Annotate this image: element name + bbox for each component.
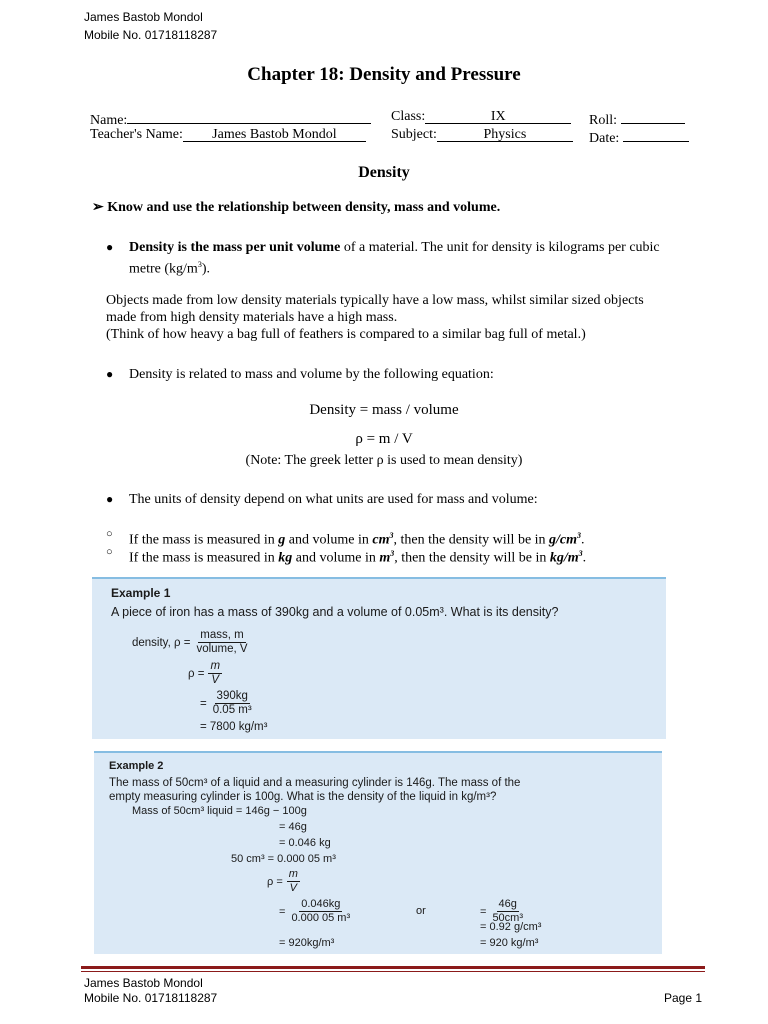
example-2-right-result: = 920 kg/m³ <box>480 937 539 949</box>
sub1-d-sup: 3 <box>389 531 394 540</box>
circle-bullet-icon: ○ <box>106 528 113 540</box>
density-label: density, ρ = <box>132 636 191 649</box>
example-2-left-fraction <box>279 898 352 925</box>
name-label: Name: <box>90 113 128 128</box>
footer-rule-thick <box>81 966 705 969</box>
objective <box>92 199 500 216</box>
left-den: 0.000 05 m³ <box>291 912 351 924</box>
sub2-d-sup: 3 <box>390 549 395 558</box>
sub1-a: If the mass is measured in <box>129 532 279 548</box>
sub1-c: and volume in <box>285 532 373 548</box>
units-line-2 <box>129 545 586 567</box>
example-2-question <box>109 776 520 804</box>
date-field[interactable] <box>623 126 689 142</box>
frac3-den: 0.05 m³ <box>212 704 252 716</box>
sub1-f: g/cm <box>549 532 578 548</box>
eq-sign: = <box>200 697 207 710</box>
sub1-f-sup: 3 <box>577 531 582 540</box>
sub2-a: If the mass is measured in <box>129 550 279 566</box>
rho-note: (Note: The greek letter ρ is used to mean density) <box>245 453 523 468</box>
footer-name: James Bastob Mondol <box>84 976 203 990</box>
example-1-substitution <box>200 690 254 717</box>
frac-v: V <box>289 882 297 894</box>
example-2-line-1: Mass of 50cm³ liquid = 146g − 100g <box>132 805 307 817</box>
sub1-b: g <box>278 532 286 548</box>
example-1-result: = 7800 kg/m³ <box>200 721 268 733</box>
equation-words: Density = mass / volume <box>309 402 459 418</box>
example-2-question-2: empty measuring cylinder is 100g. What is the density of the liquid in kg/m³? <box>109 791 497 803</box>
section-heading: Density <box>358 164 410 181</box>
name-field[interactable] <box>127 108 371 124</box>
example-2-line-4: 50 cm³ = 0.000 05 m³ <box>231 853 336 865</box>
example-1-question: A piece of iron has a mass of 390kg and a volume of 0.05m³. What is its density? <box>111 605 559 619</box>
definition-line2: metre (kg/m <box>129 261 198 277</box>
rho-eq: ρ = <box>188 667 205 680</box>
example-2-right-line2: = 0.92 g/cm³ <box>480 921 542 933</box>
teacher-field[interactable]: James Bastob Mondol <box>183 126 366 142</box>
rho-eq-2: ρ = <box>267 875 283 888</box>
definition-line2-end: ). <box>201 261 210 277</box>
units-intro: The units of density depend on what units are used for mass and volume: <box>129 492 538 507</box>
sub1-e: , then the density will be in <box>393 532 550 548</box>
bullet-icon: ● <box>106 492 114 506</box>
example-2-left-result: = 920kg/m³ <box>279 937 335 949</box>
sub2-c: and volume in <box>292 550 380 566</box>
page-title: Chapter 18: Density and Pressure <box>247 64 521 85</box>
paragraph-line-3: (Think of how heavy a bag full of feathers is compared to a similar bag full of metal.) <box>106 327 586 342</box>
definition-sup: 3 <box>197 260 202 269</box>
example-1-heading: Example 1 <box>111 586 171 600</box>
paragraph-line-2: made from high density materials have a high mass. <box>106 310 398 325</box>
equation-intro: Density is related to mass and volume by the following equation: <box>129 367 494 382</box>
frac1-den: volume, V <box>196 643 248 655</box>
roll-label: Roll: <box>589 113 618 128</box>
sub2-g: . <box>582 550 587 566</box>
frac-m: m <box>288 868 298 880</box>
footer-rule-thin <box>81 971 705 972</box>
paragraph <box>106 292 644 343</box>
example-2-rho <box>267 868 300 895</box>
subject-group <box>391 126 573 143</box>
footer-mobile: Mobile No. 01718118287 <box>84 991 218 1005</box>
date-group <box>589 126 689 147</box>
example-2-or: or <box>416 905 426 917</box>
example-2-line-2: = 46g <box>279 821 307 833</box>
form-row-2 <box>90 126 366 143</box>
right-num: 46g <box>498 898 517 910</box>
example-2-line-3: = 0.046 kg <box>279 837 331 849</box>
sub1-d: cm <box>372 532 390 548</box>
objective-text: Know and use the relationship between density, mass and volume. <box>107 200 501 215</box>
sub2-e: , then the density will be in <box>394 550 550 566</box>
bullet-icon: ● <box>106 367 114 381</box>
definition-rest: of a material. The unit for density is kilograms per cubic <box>340 240 660 255</box>
teacher-label: Teacher's Name: <box>90 127 183 142</box>
sub2-f-sup: 3 <box>578 549 583 558</box>
example-1-formula <box>132 629 250 656</box>
header-mobile: Mobile No. 01718118287 <box>84 28 218 42</box>
sub2-d: m <box>379 550 391 566</box>
eq-sign-right: = <box>480 905 487 918</box>
definition-bold: Density is the mass per unit volume <box>129 240 341 255</box>
page-number: Page 1 <box>664 991 703 1005</box>
sub2-f: kg/m <box>549 550 579 566</box>
sub1-g: . <box>581 532 585 548</box>
paragraph-line-1: Objects made from low density materials typically have a low mass, whilst similar sized objects <box>106 293 644 308</box>
class-field[interactable]: IX <box>425 108 571 124</box>
roll-field[interactable] <box>621 108 685 124</box>
frac2-num: m <box>210 660 221 672</box>
left-num: 0.046kg <box>301 898 341 910</box>
example-2-box <box>94 751 662 954</box>
example-2-heading: Example 2 <box>109 760 164 772</box>
definition <box>129 239 719 278</box>
example-1-rho <box>188 660 222 687</box>
right-den: 50cm³ <box>492 912 523 924</box>
equation-symbols: ρ = m / V <box>355 431 413 447</box>
example-1-box <box>92 577 666 739</box>
frac1-num: mass, m <box>200 629 244 641</box>
circle-bullet-icon: ○ <box>106 546 113 558</box>
subject-field[interactable]: Physics <box>437 126 573 142</box>
class-label: Class: <box>391 109 426 124</box>
arrow-bullet-icon: ➢ <box>92 200 104 215</box>
sub2-b: kg <box>278 550 293 566</box>
bullet-icon: ● <box>106 240 114 254</box>
example-2-question-1: The mass of 50cm³ of a liquid and a measuring cylinder is 146g. The mass of the <box>109 777 521 789</box>
frac2-den: V <box>211 674 220 686</box>
date-label: Date: <box>589 131 620 146</box>
class-group <box>391 108 571 125</box>
frac3-num: 390kg <box>216 690 248 702</box>
eq-sign-left: = <box>279 905 286 918</box>
subject-label: Subject: <box>391 127 437 142</box>
header-name: James Bastob Mondol <box>84 10 203 24</box>
